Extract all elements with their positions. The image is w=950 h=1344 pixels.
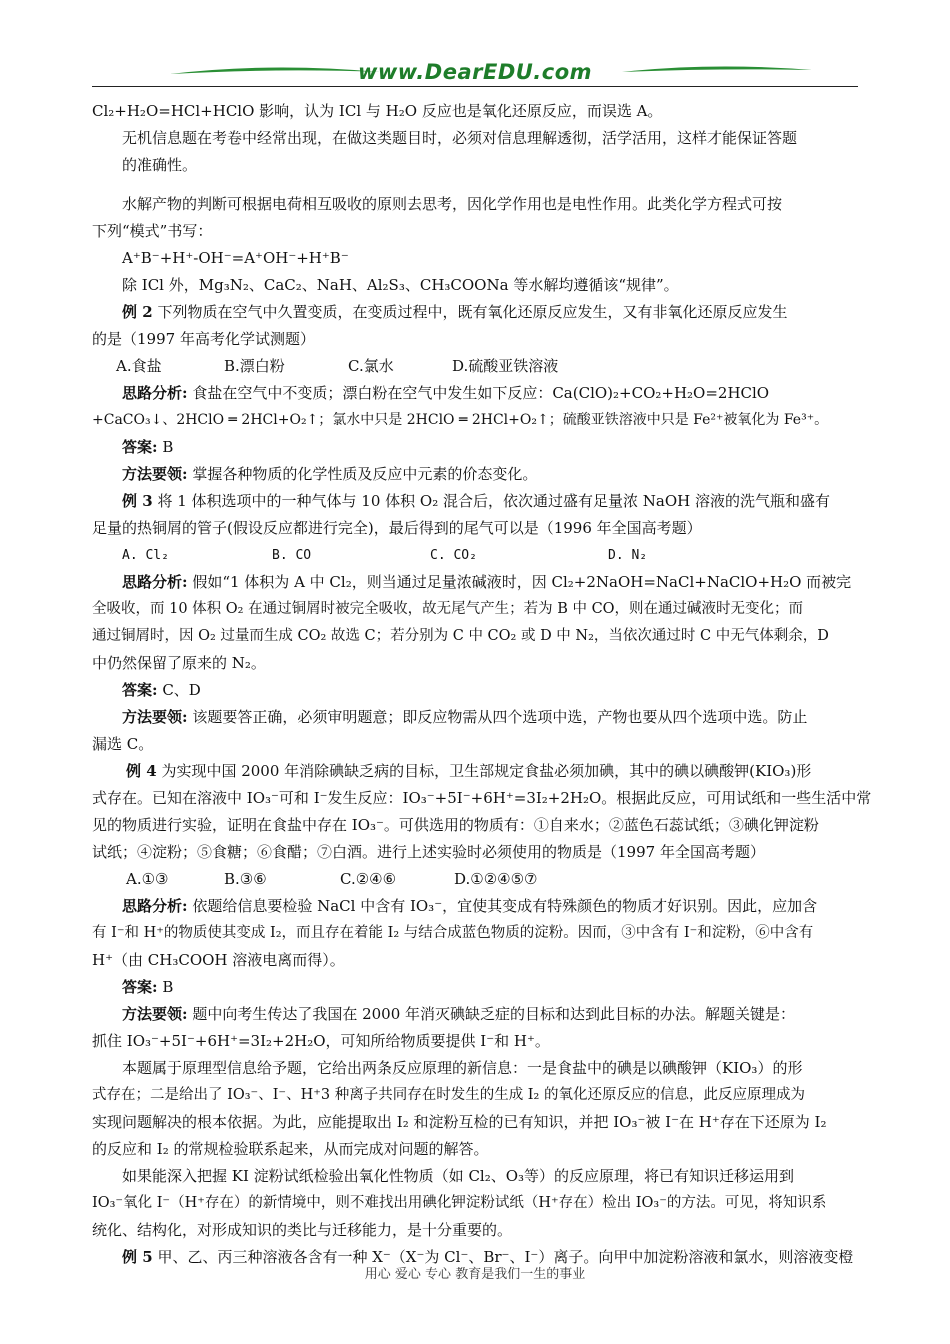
option-d: D.①②④⑤⑦ <box>454 870 538 888</box>
method-line <box>92 704 862 731</box>
text-line: 全吸收，而 10 体积 O₂ 在通过铜屑时被完全吸收，故无尾气产生；若为 B 中 CO，则在通过碱液时无变化；而 <box>92 601 804 617</box>
example-label: 例 5 <box>122 1248 153 1266</box>
answer-label: 答案: <box>122 978 158 996</box>
text-line: 漏选 C。 <box>92 735 154 753</box>
page-header <box>92 60 858 94</box>
options-line <box>92 353 862 380</box>
text-line: 本题属于原理型信息给予题，它给出两条反应原理的新信息：一是食盐中的碘是以碘酸钾（KIO₃）的形 <box>122 1059 803 1077</box>
text-span: 题中向考生传达了我国在 2000 年消灭碘缺乏症的目标和达到此目标的办法。解题关键是： <box>187 1005 796 1023</box>
option-c: C.氯水 <box>348 357 394 375</box>
analysis-label: 思路分析: <box>122 897 188 915</box>
text-line: 的准确性。 <box>122 156 198 174</box>
example-label: 例 2 <box>122 303 153 321</box>
text-line: IO₃⁻氧化 I⁻（H⁺存在）的新情境中，则不难找出用碘化钾淀粉试纸（H⁺存在）检出 IO₃⁻的方法。可见，将知识系 <box>92 1195 827 1211</box>
text-span: 该题要答正确，必须审明题意；即反应物需从四个选项中选，产物也要从四个选项中选。防止 <box>187 708 808 726</box>
text-span: 依题给信息要检验 NaCl 中含有 IO₃⁻，宜使其变成有特殊颜色的物质才好识别。因此，应加含 <box>187 897 818 915</box>
text-span: B <box>157 438 174 456</box>
text-line: 下列“模式”书写： <box>92 222 213 240</box>
text-line: 水解产物的判断可根据电荷相互吸收的原则去思考，因化学作用也是电性作用。此类化学方程式可按 <box>122 195 783 213</box>
text-line: 实现问题解决的根本依据。为此，应能提取出 I₂ 和淀粉互检的已有知识，并把 IO₃⁻被 I⁻在 H⁺存在下还原为 I₂ <box>92 1113 827 1131</box>
example-label: 例 4 <box>126 762 157 780</box>
text-line: 式存在；二是给出了 IO₃⁻、I⁻、H⁺3 种离子共同存在时发生的生成 I₂ 的氧化还原反应的信息，此反应原理成为 <box>92 1087 805 1103</box>
options-line <box>92 542 862 569</box>
option-b: B.漂白粉 <box>224 357 285 375</box>
analysis-label: 思路分析: <box>122 573 188 591</box>
text-span: 假如“1 体积为 A 中 Cl₂，则当通过足量浓碱液时，因 Cl₂+2NaOH=NaCl+NaClO+H₂O 而被完 <box>187 573 852 591</box>
answer-line <box>92 974 862 1001</box>
text-span: C、D <box>157 681 201 699</box>
text-span: 为实现中国 2000 年消除碘缺乏病的目标，卫生部规定食盐必须加碘，其中的碘以碘酸钾(KIO₃)形 <box>156 762 812 780</box>
page-footer: 用心 爱心 专心 教育是我们一生的事业 <box>364 1267 586 1282</box>
example-label: 例 3 <box>122 492 153 510</box>
right-swoosh-icon <box>622 64 812 76</box>
text-span: 食盐在空气中不变质；漂白粉在空气中发生如下反应：Ca(ClO)₂+CO₂+H₂O=2HClO <box>187 384 770 402</box>
answer-line <box>92 434 862 461</box>
method-label: 方法要领: <box>122 1005 188 1023</box>
analysis-line <box>92 893 862 920</box>
text-line: 试纸；④淀粉；⑤食糖；⑥食醋；⑦白酒。进行上述实验时必须使用的物质是（1997 年全国高考题） <box>92 843 765 861</box>
text-line: 的反应和 I₂ 的常规检验联系起来，从而完成对问题的解答。 <box>92 1140 489 1158</box>
text-span: B <box>157 978 174 996</box>
text-span: 掌握各种物质的化学性质及反应中元素的价态变化。 <box>187 465 538 483</box>
text-line: 式存在。已知在溶液中 IO₃⁻可和 I⁻发生反应：IO₃⁻+5I⁻+6H⁺=3I₂+2H₂O。根据此反应，可用试纸和一些生活中常 <box>92 789 872 807</box>
text-line: 见的物质进行实验，证明在食盐中存在 IO₃⁻。可供选用的物质有：①自来水；②蓝色石蕊试纸；③碘化钾淀粉 <box>92 816 819 834</box>
text-line: +CaCO₃↓、2HClO ═ 2HCl+O₂↑；氯水中只是 2HClO ═ 2HCl+O₂↑；硫酸亚铁溶液中只是 Fe²⁺被氧化为 Fe³⁺。 <box>92 412 829 428</box>
method-line <box>92 1001 862 1028</box>
text-line: 的是（1997 年高考化学试测题） <box>92 330 315 348</box>
text-line: 中仍然保留了原来的 N₂。 <box>92 654 266 672</box>
document-body <box>92 98 872 1271</box>
text-line: 通过铜屑时，因 O₂ 过量而生成 CO₂ 故选 C；若分别为 C 中 CO₂ 或 D 中 N₂，当依次通过时 C 中无气体剩余，D <box>92 628 829 644</box>
example-3-line <box>92 488 862 515</box>
example-2-line <box>92 299 862 326</box>
option-d: D.硫酸亚铁溶液 <box>452 357 559 375</box>
option-d: D. N₂ <box>608 548 648 563</box>
text-line: 无机信息题在考卷中经常出现，在做这类题目时，必须对信息理解透彻，活学活用，这样才能保证答题 <box>122 129 798 147</box>
text-line: 除 ICl 外，Mg₃N₂、CaC₂、NaH、Al₂S₃、CH₃COONa 等水解均遵循该“规律”。 <box>122 276 679 294</box>
answer-label: 答案: <box>122 438 158 456</box>
method-label: 方法要领: <box>122 708 188 726</box>
analysis-label: 思路分析: <box>122 384 188 402</box>
method-line <box>92 461 862 488</box>
method-label: 方法要领: <box>122 465 188 483</box>
option-a: A.食盐 <box>116 357 162 375</box>
option-a: A.①③ <box>126 870 169 888</box>
text-line: 统化、结构化，对形成知识的类比与迁移能力，是十分重要的。 <box>92 1221 513 1239</box>
header-rule <box>92 86 858 87</box>
text-line: 有 I⁻和 H⁺的物质使其变成 I₂，而且存在着能 I₂ 与结合成蓝色物质的淀粉。因而，③中含有 I⁻和淀粉，⑥中含有 <box>92 925 814 941</box>
text-span: 下列物质在空气中久置变质，在变质过程中，既有氧化还原反应发生，又有非氧化还原反应发生 <box>152 303 788 321</box>
option-a: A. Cl₂ <box>122 548 169 563</box>
text-line: 抓住 IO₃⁻+5I⁻+6H⁺=3I₂+2H₂O，可知所给物质要提供 I⁻和 H⁺。 <box>92 1032 550 1050</box>
equation-line: A⁺B⁻+H⁺-OH⁻=A⁺OH⁻+H⁺B⁻ <box>122 249 349 267</box>
options-line <box>92 866 862 893</box>
answer-line <box>92 677 862 704</box>
answer-label: 答案: <box>122 681 158 699</box>
text-line: 如果能深入把握 KI 淀粉试纸检验出氧化性物质（如 Cl₂、O₃等）的反应原理，将已有知识迁移运用到 <box>122 1167 795 1185</box>
example-4-line <box>92 758 862 785</box>
text-line: H⁺（由 CH₃COOH 溶液电离而得）。 <box>92 951 345 969</box>
text-line: 足量的热铜屑的管子(假设反应都进行完全)，最后得到的尾气可以是（1996 年全国高考题） <box>92 519 702 537</box>
text-span: 将 1 体积选项中的一种气体与 10 体积 O₂ 混合后，依次通过盛有足量浓 NaOH 溶液的洗气瓶和盛有 <box>152 492 830 510</box>
text-line: Cl₂+H₂O=HCl+HClO 影响，认为 ICl 与 H₂O 反应也是氧化还原反应，而误选 A。 <box>92 102 663 120</box>
option-c: C. CO₂ <box>430 548 477 563</box>
option-b: B.③⑥ <box>224 870 267 888</box>
option-c: C.②④⑥ <box>340 870 397 888</box>
analysis-line <box>92 569 862 596</box>
option-b: B. CO <box>272 548 312 563</box>
site-logo: www.DearEDU.com <box>357 60 593 84</box>
text-span: 甲、乙、丙三种溶液各含有一种 X⁻（X⁻为 Cl⁻、Br⁻、I⁻）离子。向甲中加淀粉溶液和氯水，则溶液变橙 <box>152 1248 854 1266</box>
analysis-line <box>92 380 862 407</box>
